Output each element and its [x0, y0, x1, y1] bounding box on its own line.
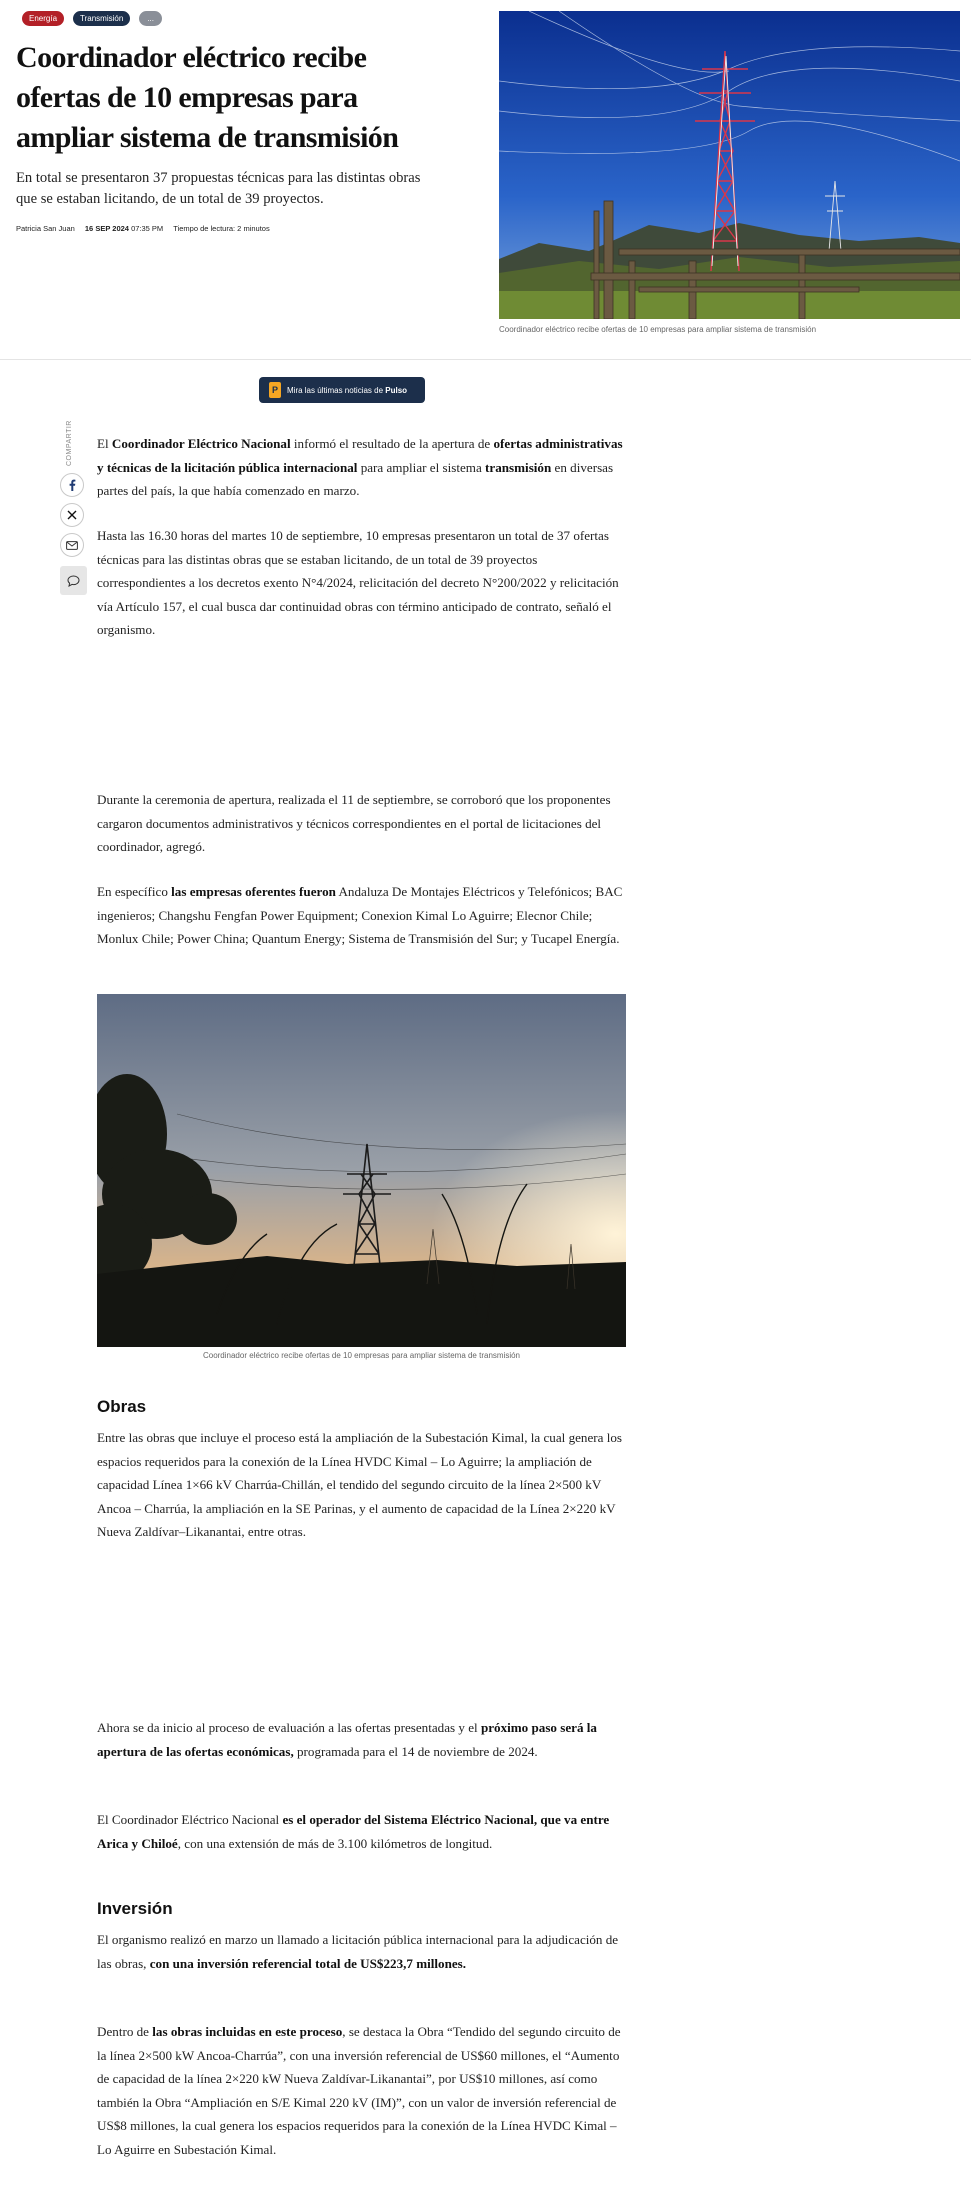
article-image	[97, 994, 626, 1347]
byline	[16, 224, 270, 233]
p9-text-a: Dentro de	[97, 2024, 153, 2039]
share-facebook-button[interactable]	[60, 473, 84, 497]
share-label: COMPARTIR	[66, 420, 73, 466]
reading-time: Tiempo de lectura: 2 minutos	[173, 224, 270, 233]
hero-image	[499, 11, 960, 319]
p7-text-c: , con una extensión de más de 3.100 kilómetros de longitud.	[177, 1835, 493, 1851]
article-paragraph-6	[97, 1716, 624, 1763]
pulso-news-button[interactable]	[259, 377, 425, 403]
publish-date: 16 SEP 2024	[84, 224, 129, 233]
article-paragraph-7	[97, 1808, 624, 1855]
pulso-text-label: Mira las últimas noticias de	[287, 385, 384, 395]
author-link[interactable]: Patricia San Juan	[16, 224, 75, 233]
page-title: Coordinador eléctrico recibe ofertas de 10 empresas para ampliar sistema de transmisión	[16, 41, 399, 154]
p1-bold-ofertas: ofertas administrativas y técnicas de la licitación pública internacional	[97, 436, 623, 475]
tag-transmision[interactable]: Transmisión	[73, 11, 130, 26]
article-image-caption: Coordinador eléctrico recibe ofertas de 10 empresas para ampliar sistema de transmisión	[202, 1351, 521, 1360]
article-paragraph-8	[97, 1928, 624, 1975]
article-paragraph-9	[97, 2020, 624, 2161]
p9-text-c: , se destaca la Obra “Tendido del segundo circuito de la línea 2×500 kW Ancoa-Charrúa”, con una inversión referencial de US$60 millones, el “Aumento de capacidad de la línea 2×220 kW Nueva Zaldívar-Likanantai”, por US$10 millones, así como también la Obra “Ampliación en S/E Kimal 220 kV (IM)”, con un valor de inversión referencial de US$8 millones, la cual genera los espacios requeridos para la conexión de la Línea HVDC Kimal – Lo Aguirre en Subestación Kimal.	[97, 2024, 621, 2157]
article-paragraph-4	[97, 880, 624, 951]
p8-text-a: El organismo realizó en marzo un llamado a licitación pública internacional para la adjudicación de las obras,	[97, 1932, 619, 1971]
x-icon	[67, 510, 77, 520]
hero-caption: Coordinador eléctrico recibe ofertas de 10 empresas para ampliar sistema de transmisión	[499, 325, 817, 334]
tag-list	[22, 11, 162, 26]
pulso-brand: Pulso	[385, 385, 408, 395]
article-paragraph-1	[97, 432, 624, 503]
p7-text-a: El Coordinador Eléctrico Nacional	[97, 1812, 283, 1827]
article-subhead: En total se presentaron 37 propuestas técnicas para las distintas obras que se estaban licitando, de un total de 39 proyectos.	[16, 170, 421, 207]
comment-icon	[67, 575, 80, 587]
section-divider	[0, 359, 971, 360]
p1-text-c: informó el resultado de la apertura de	[290, 436, 494, 451]
p6-bold-proximo-paso: próximo paso será la apertura de las ofertas económicas,	[97, 1720, 597, 1759]
pulso-text	[287, 386, 407, 395]
section-heading-obras: Obras	[97, 1397, 147, 1416]
p4-text-c: Andaluza De Montajes Eléctricos y Telefónicos; BAC ingenieros; Changshu Fengfan Power Equipment; Conexion Kimal Lo Aguirre; Elecnor Chile; Monlux Chile; Power China; Quantum Energy; Sistema de Transmisión del Sur; y Tucapel Energía.	[97, 884, 623, 946]
p6-text-a: Ahora se da inicio al proceso de evaluación a las ofertas presentadas y el	[97, 1720, 481, 1735]
p1-text-a: El	[97, 436, 112, 451]
p1-text-e: para ampliar el sistema	[357, 459, 486, 475]
p4-text-a: En específico	[97, 884, 172, 899]
publish-time: 07:35 PM	[131, 224, 164, 233]
pulso-logo: P	[269, 382, 281, 398]
p4-bold-empresas: las empresas oferentes fueron	[171, 884, 336, 899]
p1-bold-transmision: transmisión	[485, 459, 552, 475]
article-paragraph-3: Durante la ceremonia de apertura, realizada el 11 de septiembre, se corroboró que los proponentes cargaron documentos administrativos y técnicos correspondientes en el portal de licitaciones del coordinador, agregó.	[97, 792, 611, 854]
share-mail-button[interactable]	[60, 533, 84, 557]
p9-bold-obras: las obras incluidas en este proceso	[152, 2024, 343, 2039]
p1-text-g: en diversas partes del país, la que había comenzado en marzo.	[97, 459, 614, 498]
mail-icon	[66, 541, 78, 550]
tag-energia[interactable]: Energía	[22, 11, 64, 26]
p8-bold-inversion: con una inversión referencial total de US$223,7 millones.	[149, 1955, 467, 1971]
comments-button[interactable]	[60, 566, 87, 595]
article-paragraph-2: Hasta las 16.30 horas del martes 10 de septiembre, 10 empresas presentaron un total de 37 ofertas técnicas para las distintas obras que se estaban licitando, de un total de 39 proyectos correspondientes a los decretos exento N°4/2024, relicitación del decreto N°200/2022 y relicitación vía Artículo 157, el cual busca dar continuidad obras con término anticipado de contrato, señaló el organismo.	[97, 528, 619, 637]
p1-bold-coordinador: Coordinador Eléctrico Nacional	[111, 436, 291, 451]
facebook-icon	[67, 479, 77, 491]
section-heading-inversion: Inversión	[97, 1899, 173, 1918]
share-x-button[interactable]	[60, 503, 84, 527]
p7-bold-operador: es el operador del Sistema Eléctrico Nacional, que va entre Arica y Chiloé	[97, 1812, 610, 1851]
tag-more[interactable]: ...	[139, 11, 162, 26]
article-paragraph-5: Entre las obras que incluye el proceso está la ampliación de la Subestación Kimal, la cual genera los espacios requeridos para la conexión de la Línea HVDC Kimal – Lo Aguirre; la ampliación de capacidad Línea 1×66 kV Charrúa-Chillán, el tendido del segundo circuito de la línea 2×500 kV Ancoa – Charrúa, la ampliación en la SE Parinas, y el aumento de capacidad de la Línea 2×220 kV Nueva Zaldívar–Likanantai, entre otras.	[97, 1430, 623, 1539]
p6-text-c: programada para el 14 de noviembre de 2024.	[293, 1743, 538, 1759]
